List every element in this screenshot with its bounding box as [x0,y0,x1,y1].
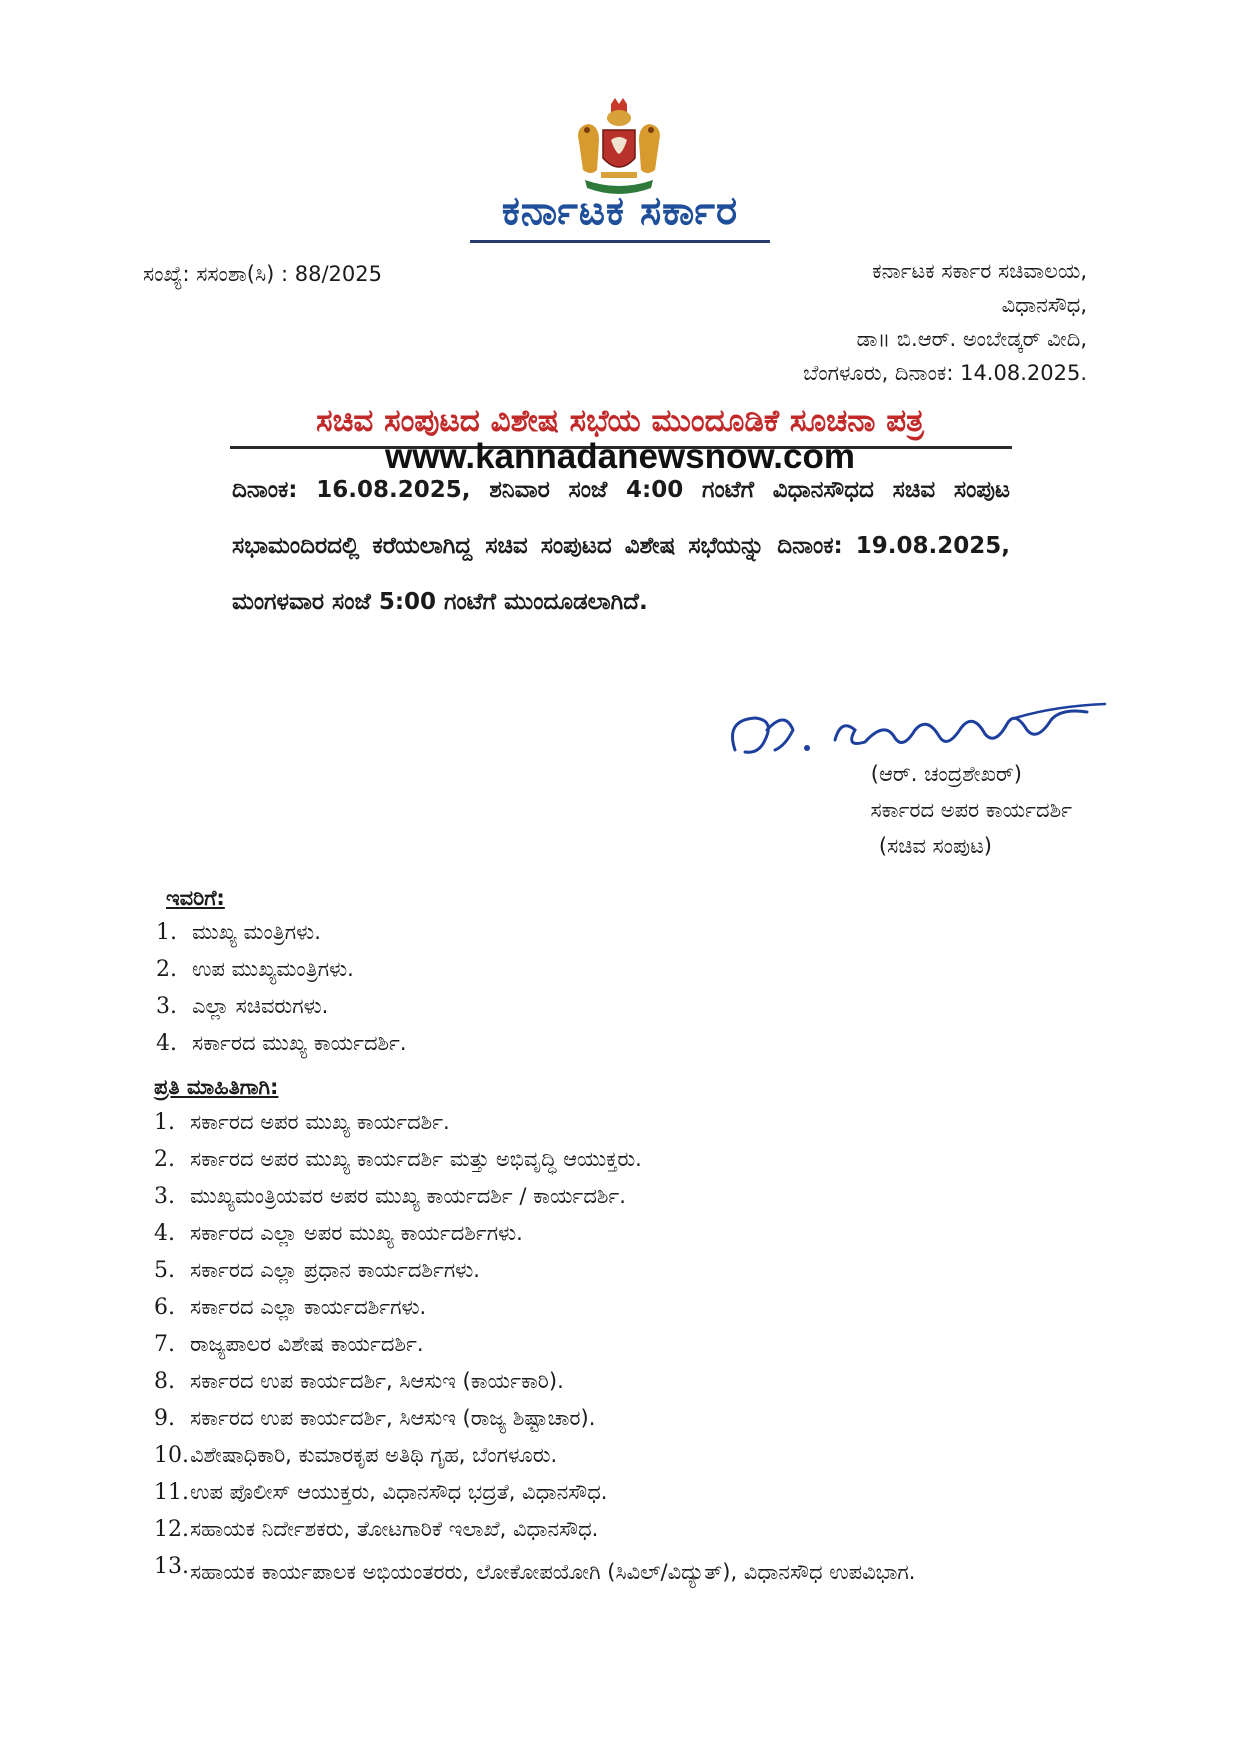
recipients-list [156,914,407,1062]
website-watermark: www.kannadanewsnow.com [384,437,855,476]
government-title-underline [470,240,770,243]
list-item-text: ಸರ್ಕಾರದ ಉಪ ಕಾರ್ಯದರ್ಶಿ, ಸಿಆಸುಇ (ಕಾರ್ಯಕಾರಿ). [190,1369,564,1393]
address-line: ಡಾ॥ ಬಿ.ಆರ್. ಅಂಬೇಡ್ಕರ್ ವೀದಿ, [856,327,1087,351]
list-item [154,1178,1070,1215]
list-item [154,1400,1070,1437]
notice-body: ದಿನಾಂಕ: 16.08.2025, ಶನಿವಾರ ಸಂಜೆ 4:00 ಗಂಟೆಗೆ ವಿಧಾನಸೌಧದ ಸಚಿವ ಸಂಪುಟ ಸಭಾಮಂದಿರದಲ್ಲಿ ಕರೆಯಲಾಗಿದ್ದ ಸಚಿವ ಸಂಪುಟದ ವಿಶೇಷ ಸಭೆಯನ್ನು ದಿನಾಂಕ: 19.08.2025, ಮಂಗಳವಾರ ಸಂಜೆ 5:00 ಗಂಟೆಗೆ ಮುಂದೂಡಲಾಗಿದೆ. [232,477,1010,615]
list-item [154,1326,1070,1363]
list-item-text: ಸಹಾಯಕ ಕಾರ್ಯಪಾಲಕ ಅಭಿಯಂತರರು, ಲೋಕೋಪಯೋಗಿ (ಸಿವಿಲ್/ವಿದ್ಯುತ್), ವಿಧಾನಸೌಧ ಉಪವಿಭಾಗ. [190,1560,916,1584]
list-item [154,1141,1070,1178]
list-item-text: ಮುಖ್ಯ ಮಂತ್ರಿಗಳು. [192,920,321,944]
list-item-number: 4. [156,1031,177,1056]
signatory-department: (ಸಚಿವ ಸಂಪುಟ) [878,834,992,858]
address-line: ಕರ್ನಾಟಕ ಸರ್ಕಾರ ಸಚಿವಾಲಯ, [872,259,1087,283]
reference-number: ಸಂಖ್ಯೆ: ಸಸಂಶಾ(ಸಿ) : 88/2025 [143,262,382,286]
list-item-number: 2. [154,1147,175,1172]
list-item [154,1363,1070,1400]
list-item-number: 3. [156,994,177,1019]
list-item-number: 12. [154,1517,189,1542]
list-item-number: 4. [154,1221,175,1246]
list-item-text: ಮುಖ್ಯಮಂತ್ರಿಯವರ ಅಪರ ಮುಖ್ಯ ಕಾರ್ಯದರ್ಶಿ / ಕಾರ್ಯದರ್ಶಿ. [190,1184,626,1208]
address-line: ವಿಧಾನಸೌಧ, [1001,293,1087,317]
list-item-number: 5. [154,1258,175,1283]
list-item-number: 11. [154,1480,189,1505]
list-item-number: 7. [154,1332,175,1357]
list-item-number: 2. [156,957,177,982]
list-item-number: 13. [154,1554,189,1579]
list-item [156,914,407,951]
list-item-text: ಸರ್ಕಾರದ ಉಪ ಕಾರ್ಯದರ್ಶಿ, ಸಿಆಸುಇ (ರಾಜ್ಯ ಶಿಷ್ಟಾಚಾರ). [190,1406,596,1430]
list-item-text: ಸರ್ಕಾರದ ಅಪರ ಮುಖ್ಯ ಕಾರ್ಯದರ್ಶಿ ಮತ್ತು ಅಭಿವೃದ್ಧಿ ಆಯುಕ್ತರು. [190,1147,642,1171]
list-item-text: ಸಹಾಯಕ ನಿರ್ದೇಶಕರು, ತೋಟಗಾರಿಕೆ ಇಲಾಖೆ, ವಿಧಾನಸೌಧ. [190,1517,599,1541]
list-item-text: ಸರ್ಕಾರದ ಎಲ್ಲಾ ಅಪರ ಮುಖ್ಯ ಕಾರ್ಯದರ್ಶಿಗಳು. [190,1221,523,1245]
notice-title: ಸಚಿವ ಸಂಪುಟದ ವಿಶೇಷ ಸಭೆಯ ಮುಂದೂಡಿಕೆ ಸೂಚನಾ ಪತ್ರ [316,403,924,439]
list-item-text: ವಿಶೇಷಾಧಿಕಾರಿ, ಕುಮಾರಕೃಪ ಅತಿಥಿ ಗೃಹ, ಬೆಂಗಳೂರು. [190,1443,558,1467]
list-item [154,1437,1070,1474]
list-item [154,1104,1070,1141]
list-item-text: ಸರ್ಕಾರದ ಎಲ್ಲಾ ಪ್ರಧಾನ ಕಾರ್ಯದರ್ಶಿಗಳು. [190,1258,480,1282]
list-item [154,1511,1070,1548]
list-item-text: ಸರ್ಕಾರದ ಅಪರ ಮುಖ್ಯ ಕಾರ್ಯದರ್ಶಿ. [190,1110,450,1134]
copies-list [154,1104,1070,1590]
list-item-text: ಉಪ ಪೊಲೀಸ್ ಆಯುಕ್ತರು, ವಿಧಾನಸೌಧ ಭದ್ರತೆ, ವಿಧಾನಸೌಧ. [190,1480,608,1504]
list-item-number: 1. [154,1110,175,1135]
list-item [154,1474,1070,1511]
list-item [156,1025,407,1062]
list-item-number: 3. [154,1184,175,1209]
signatory-name: (ಆರ್. ಚಂದ್ರಶೇಖರ್) [870,762,1022,786]
list-item-number: 1. [156,920,177,945]
signatory-designation: ಸರ್ಕಾರದ ಅಪರ ಕಾರ್ಯದರ್ಶಿ [870,798,1072,822]
list-item [154,1252,1070,1289]
list-item-text: ಉಪ ಮುಖ್ಯಮಂತ್ರಿಗಳು. [192,957,354,981]
karnataka-emblem-icon [571,96,667,200]
list-item-number: 9. [154,1406,175,1431]
list-item-number: 10. [154,1443,189,1468]
list-item-text: ಸರ್ಕಾರದ ಮುಖ್ಯ ಕಾರ್ಯದರ್ಶಿ. [192,1031,407,1055]
list-item-number: 6. [154,1295,175,1320]
list-item-number: 8. [154,1369,175,1394]
list-item-text: ರಾಜ್ಯಪಾಲರ ವಿಶೇಷ ಕಾರ್ಯದರ್ಶಿ. [190,1332,424,1356]
office-address [803,254,1087,390]
list-item [156,951,407,988]
recipients-heading: ಇವರಿಗೆ: [166,886,225,910]
list-item-text: ಸರ್ಕಾರದ ಎಲ್ಲಾ ಕಾರ್ಯದರ್ಶಿಗಳು. [190,1295,427,1319]
government-title: ಕರ್ನಾಟಕ ಸರ್ಕಾರ [501,188,739,234]
list-item [154,1215,1070,1252]
copies-heading: ಪ್ರತಿ ಮಾಹಿತಿಗಾಗಿ: [154,1075,279,1099]
list-item [154,1548,1070,1590]
list-item [156,988,407,1025]
address-date-line: ಬೆಂಗಳೂರು, ದಿನಾಂಕ: 14.08.2025. [803,361,1087,385]
list-item-text: ಎಲ್ಲಾ ಸಚಿವರುಗಳು. [192,994,329,1018]
list-item [154,1289,1070,1326]
